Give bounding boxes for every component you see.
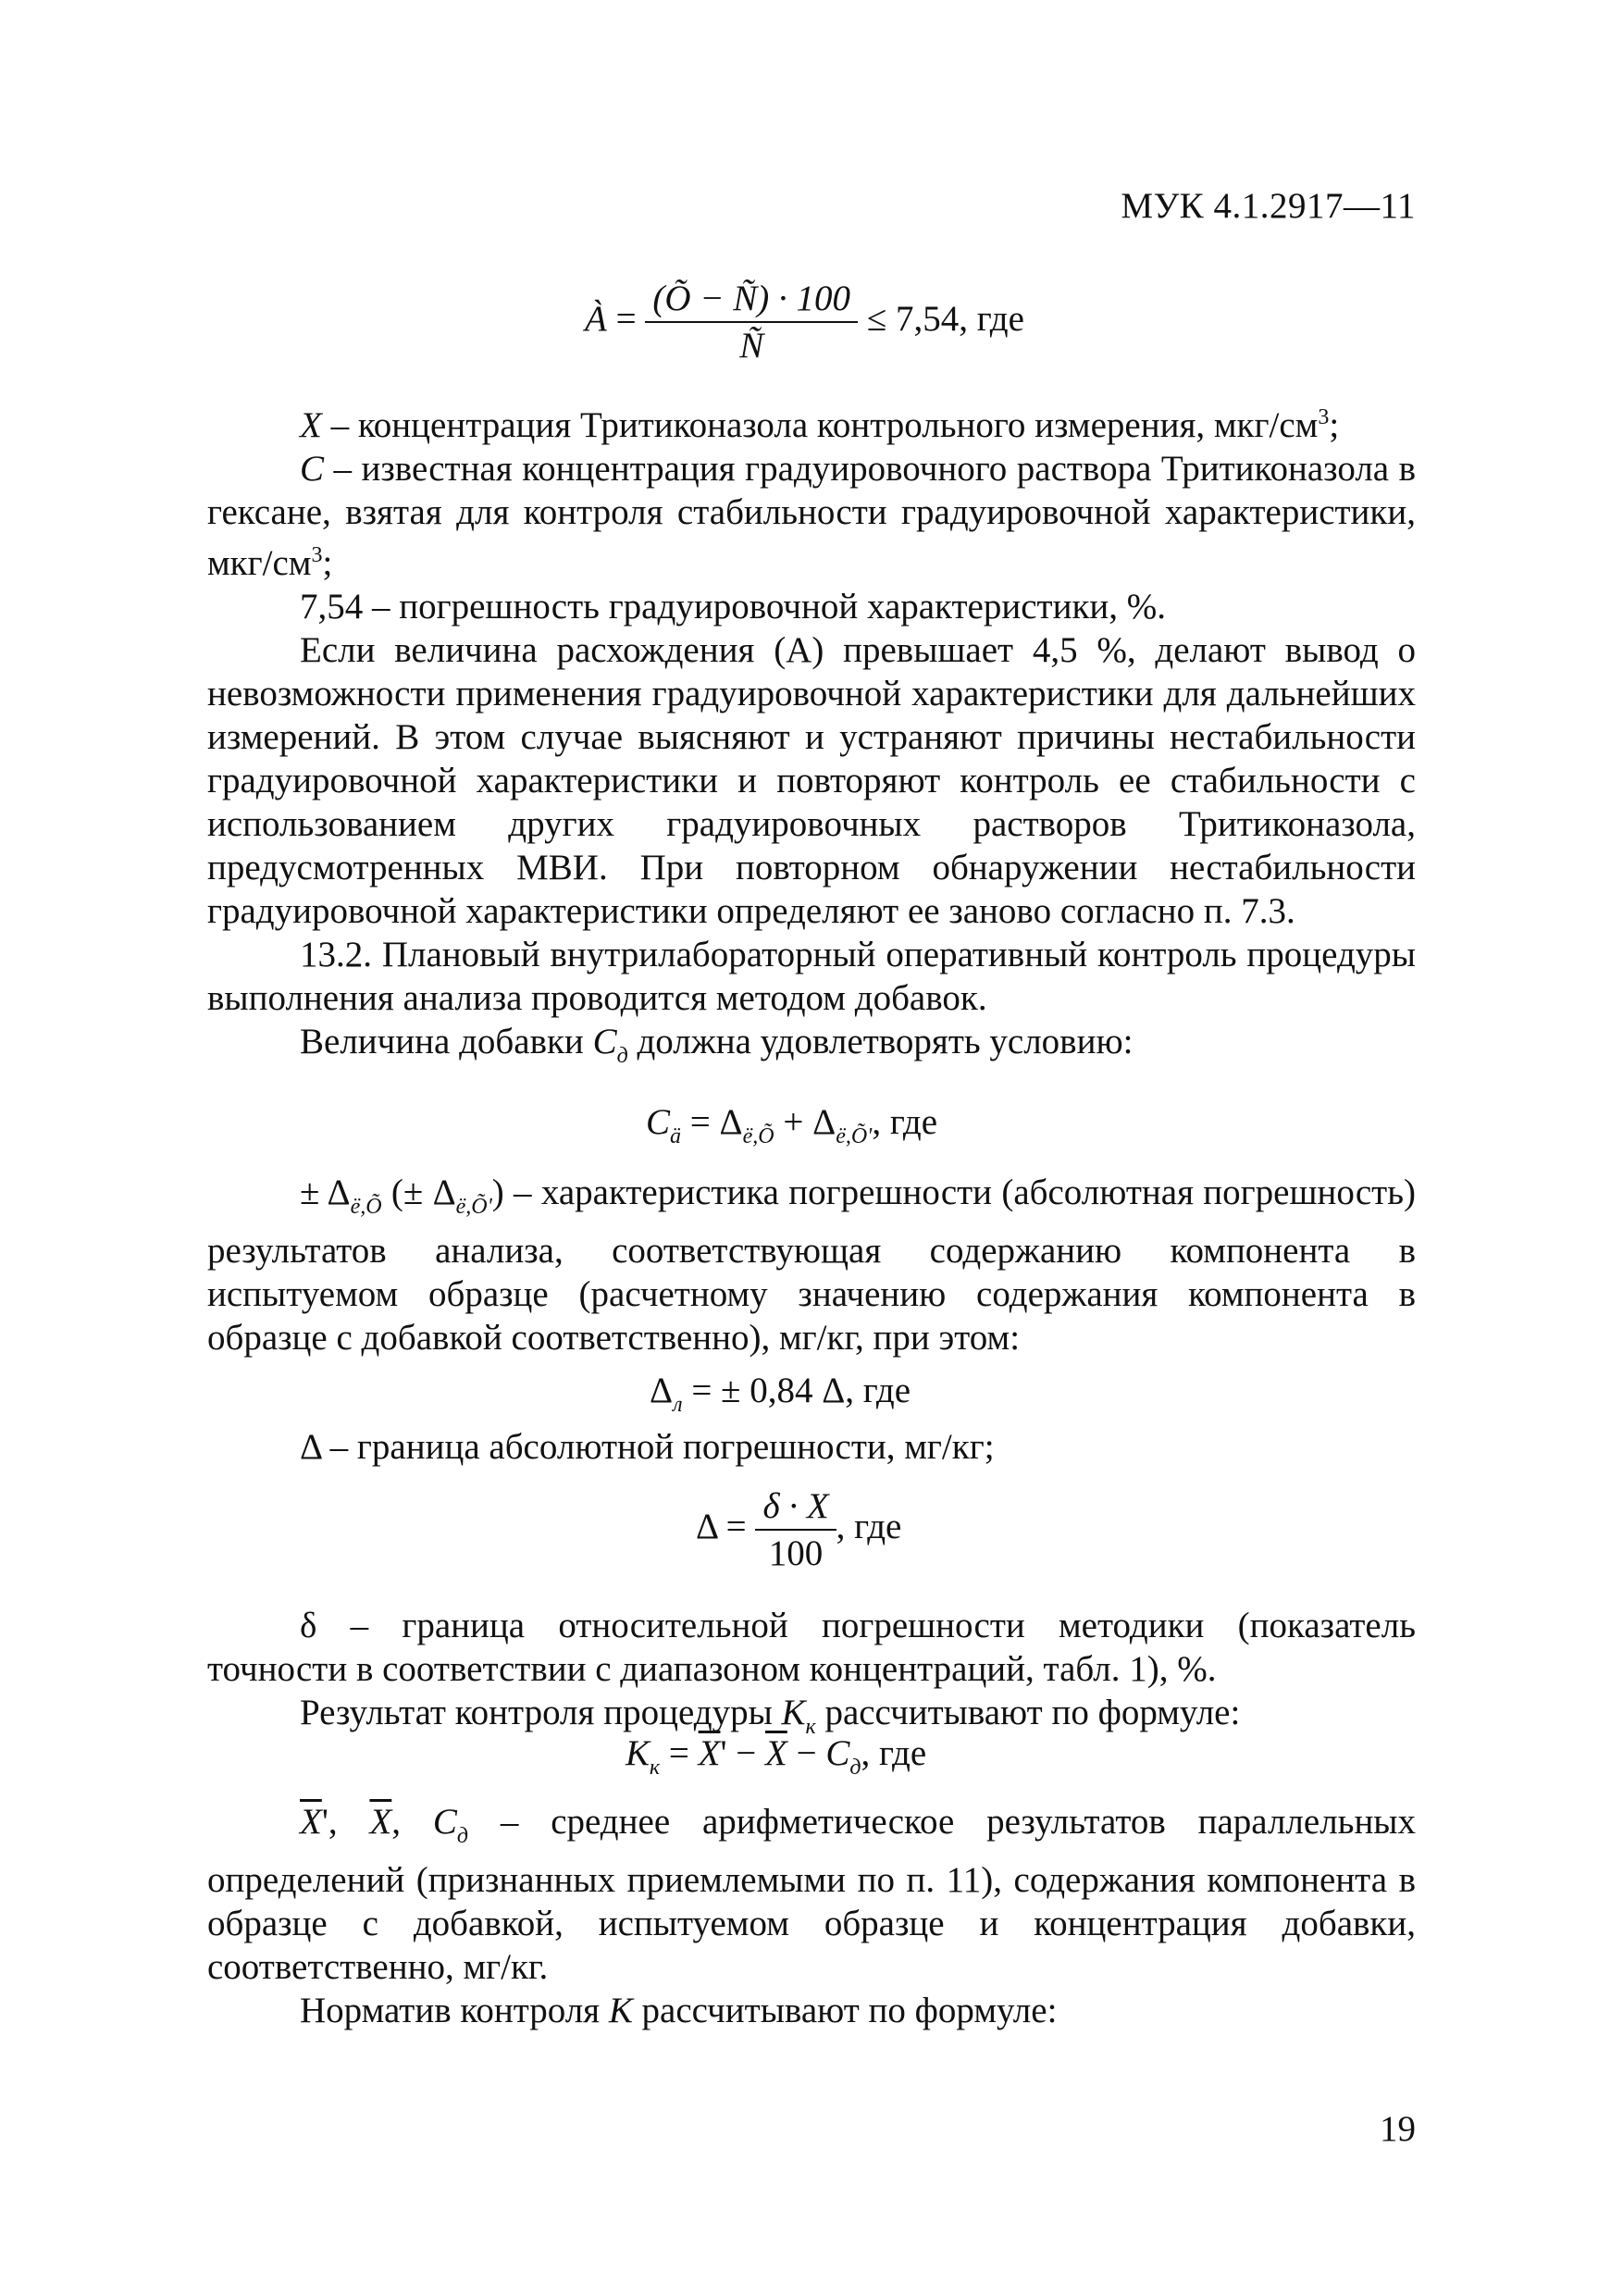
formula-lhs: À xyxy=(585,298,607,339)
formula-addition: $С_ä = \Delta_{ë,Õ} + \Delta_{ë,Õ'}$, где xyxy=(646,1102,938,1148)
paragraph-delta: Δ – граница абсолютной погрешности, мг/кг; xyxy=(300,1427,995,1467)
paragraph-kk: Результат контроля процедуры $К_к$ рассчитывают по формуле: xyxy=(300,1693,1241,1739)
paragraph-error-characteristic: ± $\Delta_{ë,Õ}$ (± $\Delta_{ë,Õ'}$) – характеристика погрешности (абсолютная погрешность) результатов анализа, соответствующая содержанию компонента в испытуемом образце (расчетному значению содержания компонента в образце с добавкой соответственно), мг/кг, при этом: xyxy=(207,1173,1416,1358)
fraction-denominator: Ñ xyxy=(739,326,764,366)
formula-delta: Δ = $\frac{\delta \cdot X}{100}$ , где xyxy=(696,1486,902,1573)
fraction: $\frac{\delta \cdot X}{100}$ xyxy=(755,1485,836,1574)
paragraph-mean-values: $\overline{X}'$, $\overline{X}$, $С_д$ – среднее арифметическое результатов параллельных определений (признанных приемлемыми по п. 11), содержания компонента в образце с добавкой, испытуемом образце и концентрация добавки, соответственно, мг/кг. xyxy=(207,1802,1417,1987)
fraction xyxy=(645,278,858,366)
text-block-2 xyxy=(207,1171,1416,1359)
formula-kk: $К_к = \overline{X}' - \overline{X} - С_д$, где xyxy=(626,1733,927,1780)
formula-discrepancy xyxy=(585,278,1024,366)
fraction-numerator: (Õ − Ñ) · 100 xyxy=(645,278,858,323)
paragraph-addition: Величина добавки $С_д$ должна удовлетворять условию: xyxy=(300,1022,1134,1068)
text-block-3 xyxy=(207,1425,1416,1469)
paragraph-13-2: 13.2. Плановый внутрилабораторный оперативный контроль процедуры выполнения анализа проводится методом добавок. xyxy=(207,935,1416,1018)
page-number: 19 xyxy=(1380,2109,1416,2149)
paragraph-if-discrepancy: Если величина расхождения (А) превышает 4,5 %, делают вывод о невозможности применения градуировочной характеристики для дальнейших измерений. В этом случае выясняют и устраняют причины нестабильности градуировочной характеристики и повторяют контроль ее стабильности с использованием других градуировочных растворов Тритиконазола, предусмотренных МВИ. При повторном обнаружении нестабильности градуировочной характеристики определяют ее заново согласно п. 7.3. xyxy=(207,630,1416,931)
paragraph-754: 7,54 – погрешность градуировочной характеристики, %. xyxy=(300,587,1166,627)
equals-sign: = xyxy=(615,298,646,339)
formula-relation: ≤ 7,54 xyxy=(866,298,960,339)
paragraph-norm: Норматив контроля К рассчитывают по формуле: xyxy=(300,1991,1058,2030)
text-block-4 xyxy=(207,1604,1416,1749)
text-block-1 xyxy=(207,396,1416,1078)
definition-c: С – известная концентрация градуировочного раствора Тритиконазола в гексане, взятая для контроля стабильности градуировочной характеристики, мкг/$см^3$; xyxy=(207,449,1416,583)
document-code: МУК 4.1.2917—11 xyxy=(1121,186,1416,226)
definition-x: X – концентрация Тритиконазола контрольного измерения, мкг/$см^3$; xyxy=(300,405,1340,445)
paragraph-relative-error: δ – граница относительной погрешности методики (показатель точности в соответствии с диапазоном концентраций, табл. 1), %. xyxy=(207,1606,1416,1689)
text-block-5 xyxy=(207,1800,1416,2032)
formula-delta-l: $\Delta_л$ = ± 0,84 Δ, где xyxy=(650,1371,911,1417)
formula-suffix: , где xyxy=(959,298,1024,339)
